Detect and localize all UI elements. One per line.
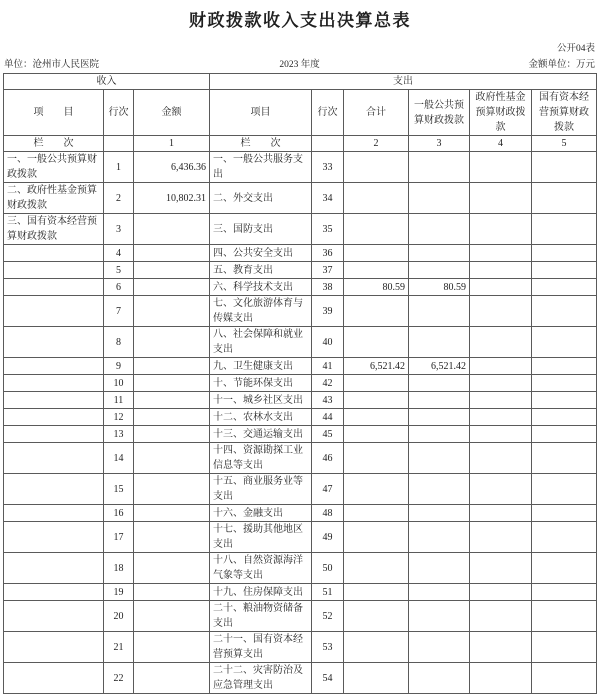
table-row: [4, 601, 597, 632]
cell-income-amount: 6,436.36: [134, 152, 210, 183]
cell-income-line: 2: [104, 183, 134, 214]
cell-state-capital: [532, 522, 597, 553]
cell-income-item: [4, 663, 104, 694]
cell-expense-item: 十四、资源勘探工业信息等支出: [210, 443, 312, 474]
cell-income-item: [4, 262, 104, 279]
cell-state-capital: [532, 426, 597, 443]
cell-income-amount: [134, 426, 210, 443]
cell-income-item: [4, 409, 104, 426]
cell-general-budget: [409, 296, 470, 327]
cell-income-amount: 10,802.31: [134, 183, 210, 214]
cell-general-budget: [409, 327, 470, 358]
cell-income-line: 19: [104, 584, 134, 601]
cell-income-line: 17: [104, 522, 134, 553]
cell-expense-line: 47: [312, 474, 344, 505]
year-label: 2023 年度: [279, 60, 320, 70]
cell-total: [344, 296, 409, 327]
cell-income-amount: [134, 214, 210, 245]
cell-general-budget: [409, 443, 470, 474]
cell-total: [344, 505, 409, 522]
cell-state-capital: [532, 375, 597, 392]
cell-gov-fund: [470, 409, 532, 426]
cell-expense-item: 十三、交通运输支出: [210, 426, 312, 443]
cell-income-line: 12: [104, 409, 134, 426]
cell-general-budget: [409, 632, 470, 663]
cell-expense-item: 二十二、灾害防治及应急管理支出: [210, 663, 312, 694]
cell-general-budget: [409, 426, 470, 443]
cell-state-capital: [532, 553, 597, 584]
cell-expense-item: 二十、粮油物资储备支出: [210, 601, 312, 632]
cell-expense-line: 34: [312, 183, 344, 214]
cell-income-amount: [134, 392, 210, 409]
cell-income-line: 8: [104, 327, 134, 358]
cell-income-line: 6: [104, 279, 134, 296]
table-row: [4, 375, 597, 392]
cell-expense-item: 三、国防支出: [210, 214, 312, 245]
cell-gov-fund: [470, 327, 532, 358]
table-body: [4, 152, 597, 694]
cell-total: [344, 409, 409, 426]
cell-expense-line: 49: [312, 522, 344, 553]
cell-total: 80.59: [344, 279, 409, 296]
cell-expense-item: 四、公共安全支出: [210, 245, 312, 262]
cell-income-item: [4, 279, 104, 296]
cell-total: 6,521.42: [344, 358, 409, 375]
col-header-expense-line: 行次: [312, 90, 344, 136]
cell-expense-line: 38: [312, 279, 344, 296]
cell-gov-fund: [470, 553, 532, 584]
cell-income-item: 三、国有资本经营预算财政拨款: [4, 214, 104, 245]
table-row: [4, 474, 597, 505]
cell-income-item: [4, 522, 104, 553]
table-header: [4, 74, 597, 152]
cell-state-capital: [532, 409, 597, 426]
cell-income-line: 4: [104, 245, 134, 262]
cell-income-line: 18: [104, 553, 134, 584]
cell-income-amount: [134, 327, 210, 358]
cell-gov-fund: [470, 375, 532, 392]
cell-income-line: 22: [104, 663, 134, 694]
cell-state-capital: [532, 601, 597, 632]
cell-total: [344, 474, 409, 505]
cell-gov-fund: [470, 474, 532, 505]
col-header-general-budget: 一般公共预算财政拨款: [409, 90, 470, 136]
cell-income-item: [4, 358, 104, 375]
cell-income-item: 二、政府性基金预算财政拨款: [4, 183, 104, 214]
col-header-income-line: 行次: [104, 90, 134, 136]
cell-state-capital: [532, 443, 597, 474]
table-row: [4, 409, 597, 426]
cell-expense-item: 六、科学技术支出: [210, 279, 312, 296]
cell-expense-item: 十一、城乡社区支出: [210, 392, 312, 409]
table-row: [4, 522, 597, 553]
cell-state-capital: [532, 279, 597, 296]
page-title: 财政拨款收入支出决算总表: [189, 11, 411, 30]
cell-income-item: [4, 474, 104, 505]
cell-general-budget: [409, 152, 470, 183]
section-header-row: [4, 74, 597, 90]
cell-total: [344, 245, 409, 262]
cell-gov-fund: [470, 245, 532, 262]
cell-expense-line: 36: [312, 245, 344, 262]
cell-state-capital: [532, 152, 597, 183]
cell-income-amount: [134, 279, 210, 296]
cell-general-budget: [409, 409, 470, 426]
expense-section-header: 支出: [210, 74, 597, 90]
cell-expense-line: 54: [312, 663, 344, 694]
cell-expense-item: 十二、农林水支出: [210, 409, 312, 426]
index-total: 2: [344, 136, 409, 152]
cell-state-capital: [532, 245, 597, 262]
cell-general-budget: [409, 392, 470, 409]
cell-expense-line: 43: [312, 392, 344, 409]
index-gov-fund: 4: [470, 136, 532, 152]
cell-expense-item: 七、文化旅游体育与传媒支出: [210, 296, 312, 327]
cell-gov-fund: [470, 262, 532, 279]
cell-general-budget: [409, 505, 470, 522]
index-expense-label: 栏 次: [210, 136, 312, 152]
cell-income-amount: [134, 409, 210, 426]
cell-total: [344, 392, 409, 409]
cell-income-item: [4, 426, 104, 443]
cell-general-budget: [409, 245, 470, 262]
cell-state-capital: [532, 663, 597, 694]
cell-income-item: [4, 327, 104, 358]
cell-total: [344, 632, 409, 663]
cell-general-budget: [409, 553, 470, 584]
cell-income-item: [4, 392, 104, 409]
cell-income-line: 7: [104, 296, 134, 327]
index-income-label: 栏 次: [4, 136, 104, 152]
cell-expense-item: 一、一般公共服务支出: [210, 152, 312, 183]
cell-expense-line: 33: [312, 152, 344, 183]
cell-income-item: [4, 584, 104, 601]
income-section-header: 收入: [4, 74, 210, 90]
cell-expense-line: 42: [312, 375, 344, 392]
cell-total: [344, 443, 409, 474]
final-accounts-table: [3, 73, 597, 694]
cell-general-budget: [409, 375, 470, 392]
cell-expense-line: 37: [312, 262, 344, 279]
table-row: [4, 152, 597, 183]
cell-expense-line: 44: [312, 409, 344, 426]
cell-expense-line: 46: [312, 443, 344, 474]
cell-income-amount: [134, 601, 210, 632]
cell-total: [344, 262, 409, 279]
cell-income-line: 20: [104, 601, 134, 632]
cell-income-amount: [134, 663, 210, 694]
cell-income-amount: [134, 245, 210, 262]
cell-income-line: 13: [104, 426, 134, 443]
cell-income-line: 5: [104, 262, 134, 279]
table-row: [4, 183, 597, 214]
cell-income-line: 1: [104, 152, 134, 183]
index-expense-line-cell: [312, 136, 344, 152]
cell-expense-item: 二十一、国有资本经营预算支出: [210, 632, 312, 663]
cell-income-amount: [134, 553, 210, 584]
column-index-row: [4, 136, 597, 152]
cell-gov-fund: [470, 584, 532, 601]
amount-unit-label: 金额单位：万元: [528, 60, 596, 70]
cell-gov-fund: [470, 392, 532, 409]
table-row: [4, 296, 597, 327]
cell-state-capital: [532, 392, 597, 409]
cell-general-budget: [409, 183, 470, 214]
cell-total: [344, 327, 409, 358]
cell-total: [344, 553, 409, 584]
table-row: [4, 262, 597, 279]
cell-income-item: 一、一般公共预算财政拨款: [4, 152, 104, 183]
cell-gov-fund: [470, 505, 532, 522]
cell-gov-fund: [470, 522, 532, 553]
cell-expense-line: 48: [312, 505, 344, 522]
table-code: 公开04表: [556, 44, 595, 54]
cell-gov-fund: [470, 358, 532, 375]
cell-total: [344, 426, 409, 443]
cell-income-line: 11: [104, 392, 134, 409]
cell-expense-line: 45: [312, 426, 344, 443]
cell-gov-fund: [470, 443, 532, 474]
cell-gov-fund: [470, 426, 532, 443]
cell-gov-fund: [470, 183, 532, 214]
cell-general-budget: [409, 474, 470, 505]
cell-state-capital: [532, 584, 597, 601]
cell-general-budget: [409, 601, 470, 632]
cell-expense-line: 41: [312, 358, 344, 375]
cell-expense-item: 十九、住房保障支出: [210, 584, 312, 601]
cell-expense-item: 八、社会保障和就业支出: [210, 327, 312, 358]
index-income-line-cell: [104, 136, 134, 152]
cell-income-item: [4, 245, 104, 262]
cell-income-amount: [134, 296, 210, 327]
cell-general-budget: 80.59: [409, 279, 470, 296]
cell-state-capital: [532, 262, 597, 279]
table-row: [4, 327, 597, 358]
index-amount: 1: [134, 136, 210, 152]
cell-general-budget: [409, 522, 470, 553]
table-row: [4, 632, 597, 663]
cell-gov-fund: [470, 214, 532, 245]
col-header-total: 合计: [344, 90, 409, 136]
table-row: [4, 392, 597, 409]
cell-general-budget: [409, 262, 470, 279]
column-header-row: [4, 90, 597, 136]
unit-label: 单位：沧州市人民医院: [4, 60, 100, 70]
cell-total: [344, 152, 409, 183]
cell-income-item: [4, 553, 104, 584]
table-row: [4, 279, 597, 296]
table-row: [4, 584, 597, 601]
cell-income-line: 14: [104, 443, 134, 474]
cell-expense-item: 十八、自然资源海洋气象等支出: [210, 553, 312, 584]
cell-gov-fund: [470, 279, 532, 296]
cell-income-amount: [134, 522, 210, 553]
cell-income-amount: [134, 505, 210, 522]
cell-expense-item: 十六、金融支出: [210, 505, 312, 522]
cell-income-amount: [134, 375, 210, 392]
cell-total: [344, 663, 409, 694]
cell-income-amount: [134, 584, 210, 601]
table-row: [4, 245, 597, 262]
cell-total: [344, 522, 409, 553]
table-row: [4, 663, 597, 694]
cell-expense-item: 十、节能环保支出: [210, 375, 312, 392]
cell-state-capital: [532, 183, 597, 214]
cell-total: [344, 601, 409, 632]
table-row: [4, 426, 597, 443]
table-row: [4, 505, 597, 522]
cell-gov-fund: [470, 632, 532, 663]
cell-income-amount: [134, 262, 210, 279]
col-header-income-item: 项 目: [4, 90, 104, 136]
cell-expense-line: 50: [312, 553, 344, 584]
cell-general-budget: [409, 663, 470, 694]
cell-expense-line: 40: [312, 327, 344, 358]
cell-income-amount: [134, 474, 210, 505]
cell-general-budget: 6,521.42: [409, 358, 470, 375]
cell-state-capital: [532, 214, 597, 245]
cell-state-capital: [532, 327, 597, 358]
cell-income-amount: [134, 358, 210, 375]
table-row: [4, 358, 597, 375]
cell-state-capital: [532, 358, 597, 375]
col-header-state-capital: 国有资本经营预算财政拨款: [532, 90, 597, 136]
cell-expense-line: 35: [312, 214, 344, 245]
table-row: [4, 214, 597, 245]
meta-row: [4, 56, 595, 70]
cell-income-amount: [134, 443, 210, 474]
cell-income-line: 10: [104, 375, 134, 392]
cell-expense-line: 52: [312, 601, 344, 632]
cell-income-item: [4, 443, 104, 474]
cell-income-line: 16: [104, 505, 134, 522]
cell-income-item: [4, 601, 104, 632]
cell-total: [344, 375, 409, 392]
cell-total: [344, 214, 409, 245]
cell-income-amount: [134, 632, 210, 663]
cell-state-capital: [532, 474, 597, 505]
index-state-capital: 5: [532, 136, 597, 152]
cell-income-line: 15: [104, 474, 134, 505]
cell-gov-fund: [470, 296, 532, 327]
table-row: [4, 553, 597, 584]
cell-income-line: 21: [104, 632, 134, 663]
cell-income-item: [4, 632, 104, 663]
col-header-expense-item: 项目: [210, 90, 312, 136]
cell-income-item: [4, 505, 104, 522]
cell-expense-item: 九、卫生健康支出: [210, 358, 312, 375]
cell-income-line: 9: [104, 358, 134, 375]
index-general-budget: 3: [409, 136, 470, 152]
cell-expense-item: 五、教育支出: [210, 262, 312, 279]
cell-income-item: [4, 375, 104, 392]
cell-state-capital: [532, 296, 597, 327]
cell-expense-line: 53: [312, 632, 344, 663]
cell-general-budget: [409, 214, 470, 245]
cell-expense-line: 51: [312, 584, 344, 601]
col-header-income-amount: 金额: [134, 90, 210, 136]
cell-total: [344, 584, 409, 601]
cell-expense-line: 39: [312, 296, 344, 327]
table-row: [4, 443, 597, 474]
cell-expense-item: 十五、商业服务业等支出: [210, 474, 312, 505]
cell-state-capital: [532, 505, 597, 522]
cell-total: [344, 183, 409, 214]
cell-state-capital: [532, 632, 597, 663]
col-header-gov-fund: 政府性基金预算财政拨款: [470, 90, 532, 136]
cell-expense-item: 二、外交支出: [210, 183, 312, 214]
cell-income-line: 3: [104, 214, 134, 245]
cell-general-budget: [409, 584, 470, 601]
cell-gov-fund: [470, 601, 532, 632]
cell-gov-fund: [470, 663, 532, 694]
cell-expense-item: 十七、援助其他地区支出: [210, 522, 312, 553]
cell-income-item: [4, 296, 104, 327]
cell-gov-fund: [470, 152, 532, 183]
